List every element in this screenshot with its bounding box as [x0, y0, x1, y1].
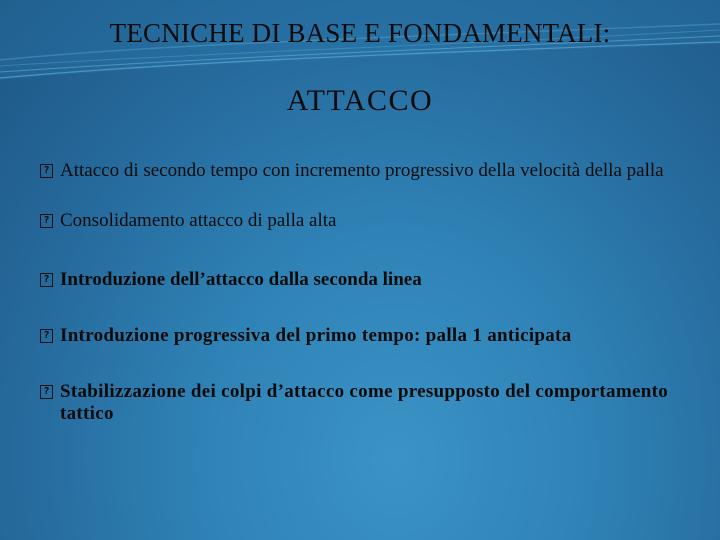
bullet-item [40, 269, 680, 291]
bullet-text: Attacco di secondo tempo con incremento progressivo della velocità della palla [60, 160, 664, 181]
missing-glyph-icon [40, 329, 53, 343]
missing-glyph-icon [40, 214, 53, 228]
bullet-item [40, 325, 680, 347]
missing-glyph-icon [40, 385, 53, 399]
missing-glyph-icon [40, 164, 53, 178]
bullet-list [40, 160, 680, 425]
bullet-item [40, 160, 680, 182]
bullet-text: Stabilizzazione dei colpi d’attacco come presupposto del comportamento tattico [60, 381, 668, 424]
missing-glyph-icon [40, 273, 53, 287]
slide-title: TECNICHE DI BASE E FONDAMENTALI: [109, 18, 611, 48]
bullet-text: Introduzione dell’attacco dalla seconda linea [60, 269, 422, 290]
bullet-item [40, 210, 680, 232]
slide-subtitle: ATTACCO [286, 84, 434, 117]
bullet-text: Introduzione progressiva del primo tempo: palla 1 anticipata [60, 325, 572, 346]
bullet-item [40, 381, 680, 425]
bullet-text: Consolidamento attacco di palla alta [60, 210, 337, 231]
